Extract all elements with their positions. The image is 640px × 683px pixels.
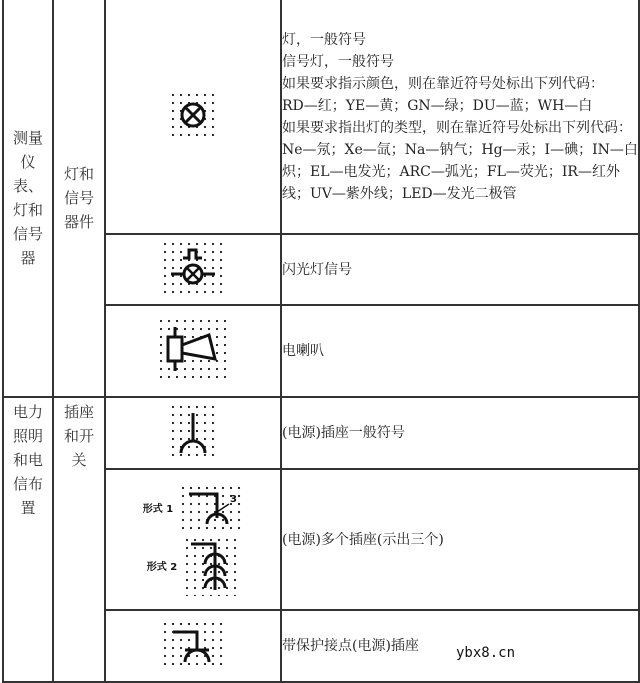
category-text: 信布 bbox=[12, 475, 43, 493]
category-text: 信号 bbox=[12, 225, 43, 243]
multiple-socket-form2-icon bbox=[183, 536, 239, 596]
subcategory-text: 和开 bbox=[63, 427, 94, 445]
description-text: 如果要求指出灯的类型，则在靠近符号处标出下列代码： bbox=[282, 119, 632, 136]
description-text: 信号灯，一般符号 bbox=[282, 53, 394, 70]
description-text: 如果要求指示颜色，则在靠近符号处标出下列代码： bbox=[282, 75, 604, 92]
table-row bbox=[3, 397, 639, 469]
form-label: 形式 1 bbox=[142, 504, 174, 515]
description-cell bbox=[281, 234, 639, 305]
category-text: 灯和 bbox=[12, 201, 43, 219]
symbol-cell bbox=[105, 397, 281, 469]
category-text: 器 bbox=[20, 249, 36, 267]
form-1 bbox=[106, 484, 280, 532]
description-cell bbox=[281, 469, 639, 610]
category-text: 照明 bbox=[12, 427, 43, 445]
description-text: 带保护接点(电源)插座 bbox=[282, 638, 419, 654]
symbol-cell bbox=[105, 610, 281, 682]
symbol-cell bbox=[105, 0, 281, 234]
category-text: 置 bbox=[20, 499, 36, 517]
description-cell bbox=[281, 0, 639, 234]
electrical-symbols-table bbox=[2, 0, 640, 683]
symbol-cell bbox=[105, 234, 281, 305]
symbol-cell bbox=[105, 305, 281, 397]
socket-symbol-icon bbox=[169, 403, 217, 459]
description-text: RD—红；YE—黄；GN—绿；DU—蓝；WH—白 bbox=[282, 97, 593, 114]
category-text: 表、 bbox=[12, 177, 43, 195]
protective-contact-socket-symbol-icon bbox=[161, 620, 225, 668]
multiple-socket-form1-icon bbox=[179, 484, 243, 532]
description-text: Ne—氖；Xe—氙；Na—钠气；Hg—汞；I—碘；IN—白炽；EL—电发光；ARC—弧光；FL—荧光；IR—红外线；UV—紫外线；LED—发光二极管 bbox=[282, 141, 638, 202]
description-text: (电源)多个插座(示出三个) bbox=[282, 531, 444, 548]
horn-symbol-icon bbox=[157, 317, 229, 381]
description-cell bbox=[281, 305, 639, 397]
category-text: 测量 bbox=[12, 129, 43, 147]
form-2 bbox=[106, 536, 280, 596]
category-cell bbox=[3, 397, 53, 682]
subcategory-cell bbox=[53, 0, 105, 397]
subcategory-cell bbox=[53, 397, 105, 682]
subcategory-text: 关 bbox=[71, 451, 87, 469]
table-row bbox=[3, 0, 639, 234]
description-text: 灯，一般符号 bbox=[282, 31, 366, 48]
lamp-symbol-icon bbox=[169, 91, 217, 139]
description-text: 电喇叭 bbox=[282, 343, 324, 359]
category-text: 仪 bbox=[20, 153, 36, 171]
flashing-lamp-symbol-icon bbox=[161, 240, 225, 296]
svg-text:3: 3 bbox=[230, 493, 238, 505]
category-text: 和电 bbox=[12, 451, 43, 469]
subcategory-text: 信号 bbox=[63, 189, 94, 207]
subcategory-text: 插座 bbox=[63, 403, 94, 421]
form-label: 形式 2 bbox=[146, 562, 178, 573]
description-text: 闪光灯信号 bbox=[282, 261, 352, 278]
description-cell bbox=[281, 397, 639, 469]
watermark: ybx8.cn bbox=[456, 645, 516, 661]
subcategory-text: 器件 bbox=[63, 213, 94, 231]
description-text: (电源)插座一般符号 bbox=[282, 425, 405, 441]
category-cell bbox=[3, 0, 53, 397]
symbol-cell bbox=[105, 469, 281, 610]
category-text: 电力 bbox=[12, 403, 43, 421]
subcategory-text: 灯和 bbox=[63, 165, 94, 183]
